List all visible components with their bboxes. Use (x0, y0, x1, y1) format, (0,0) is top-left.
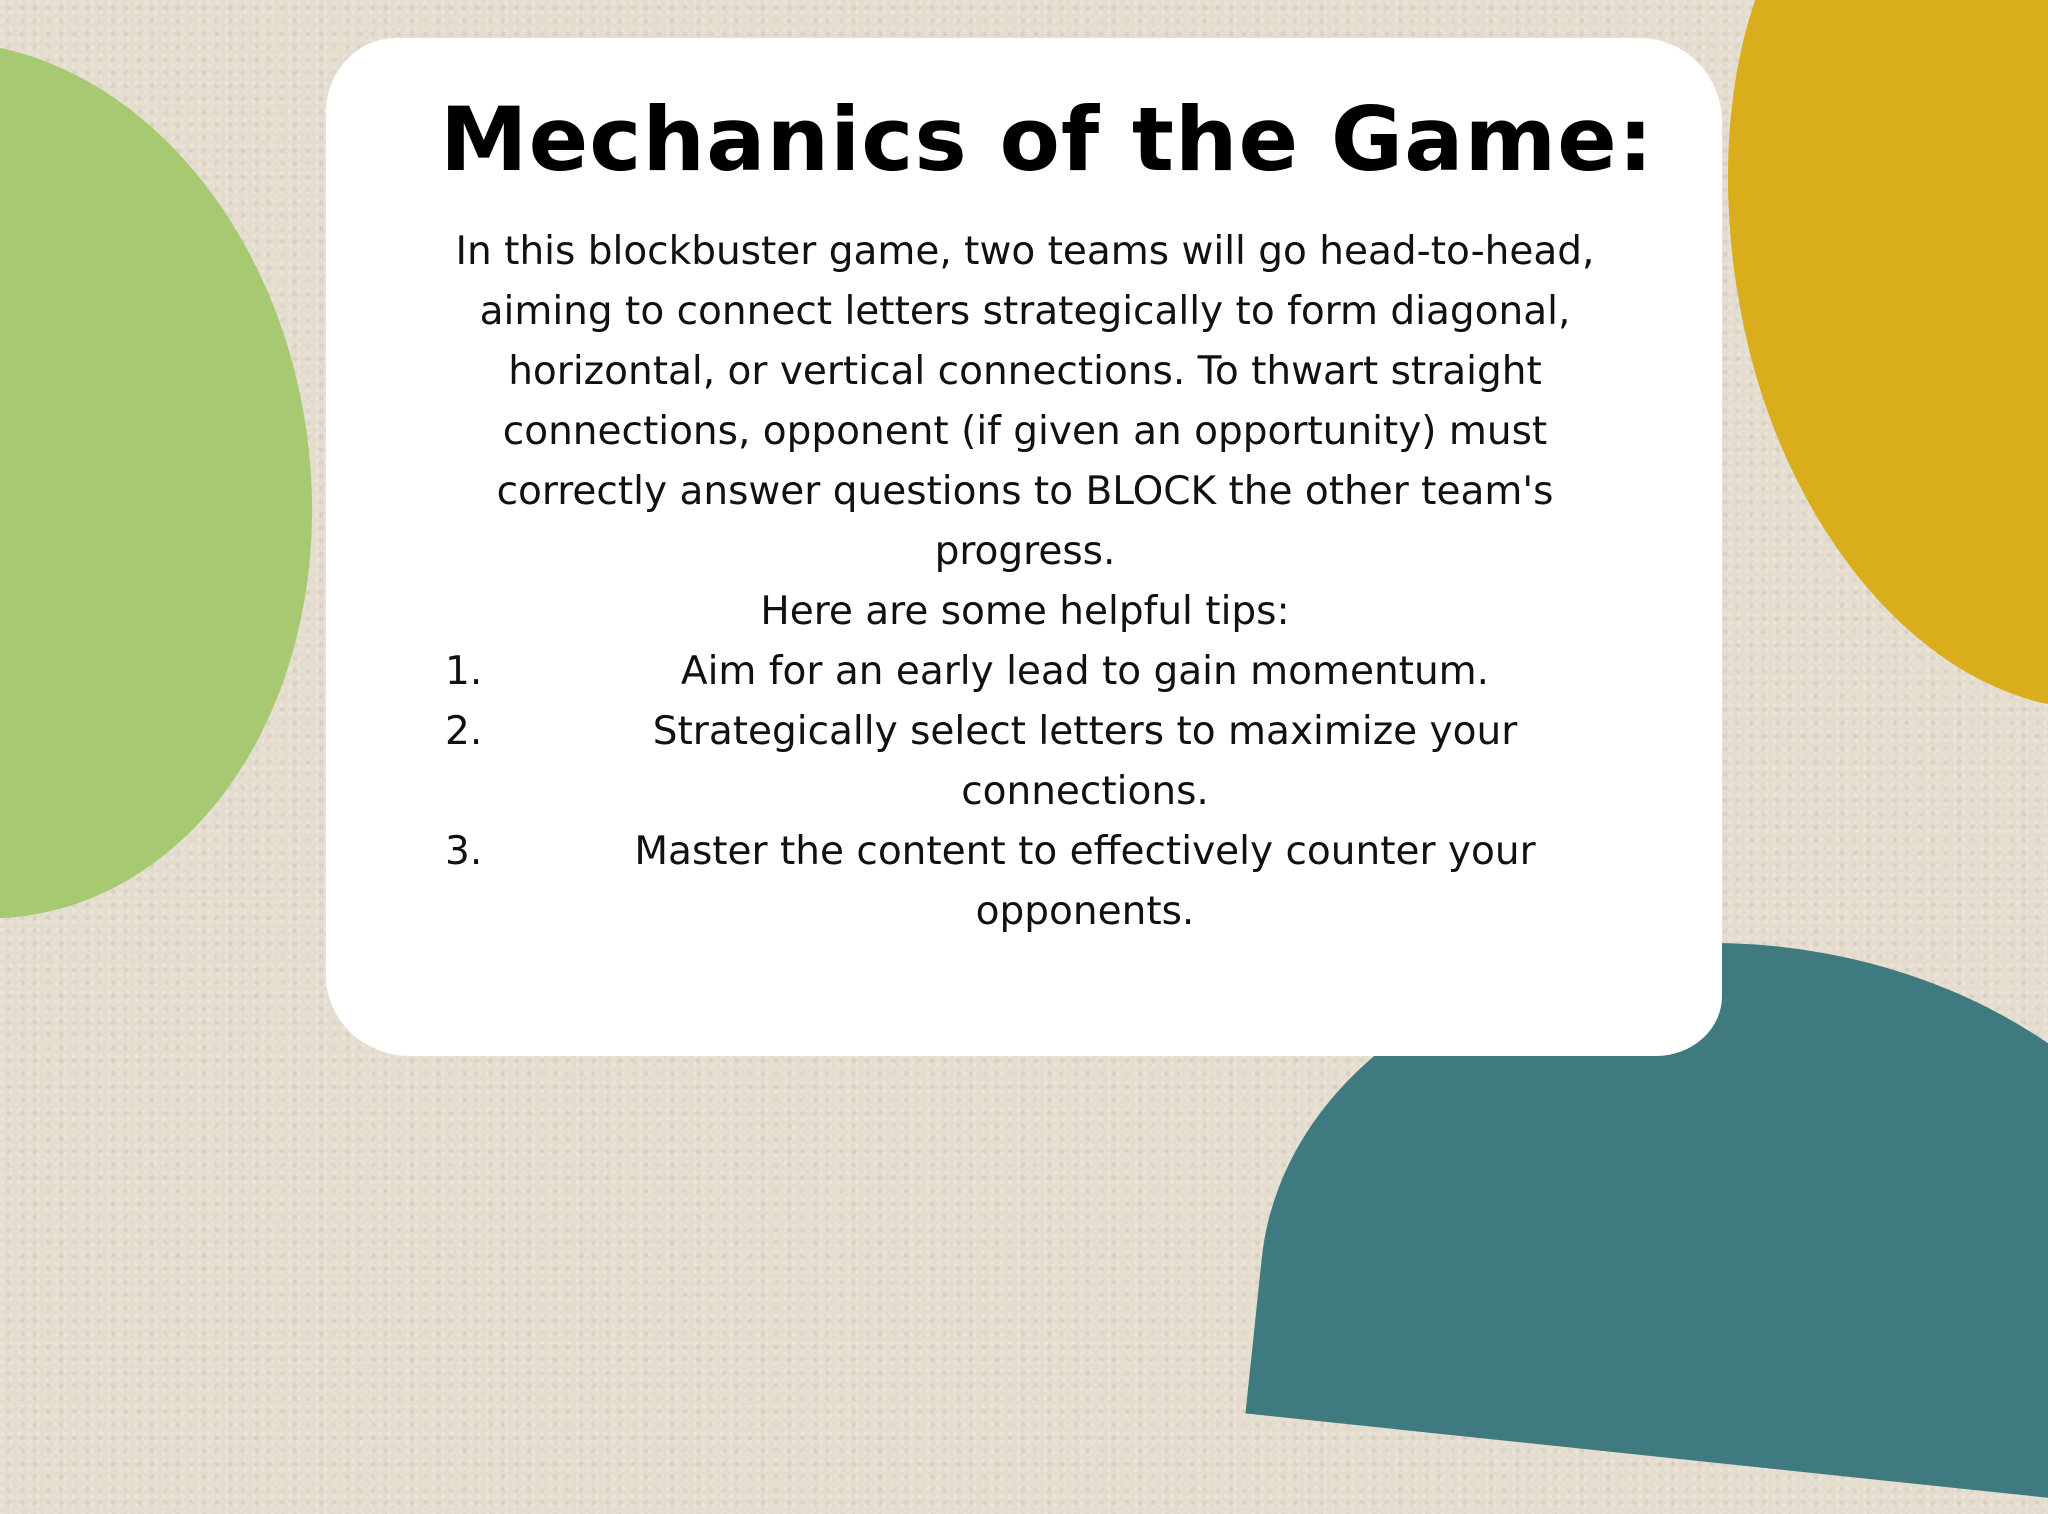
tip-item (430, 702, 1630, 822)
green-decorative-blob (0, 0, 368, 964)
tips-list (430, 642, 1630, 942)
game-description: In this blockbuster game, two teams will go head-to-head, aiming to connect letters strategically to form diagonal, horizontal, or vertical connections. To thwart straight connections, opponent (if given an opportunity) must correctly answer questions to BLOCK the other team's progress. (455, 229, 1595, 574)
tip-item (430, 642, 1630, 702)
tip-item (430, 822, 1630, 942)
tip-number: 3. (445, 829, 483, 874)
tip-text: Master the content to effectively counter your opponents. (634, 829, 1536, 934)
slide-title: Mechanics of the Game: (440, 88, 1655, 191)
tip-text: Aim for an early lead to gain momentum. (680, 649, 1490, 694)
tip-text: Strategically select letters to maximize your connections. (652, 709, 1518, 814)
tip-number: 2. (445, 709, 483, 754)
tips-header: Here are some helpful tips: (760, 589, 1290, 634)
tip-number: 1. (445, 649, 483, 694)
